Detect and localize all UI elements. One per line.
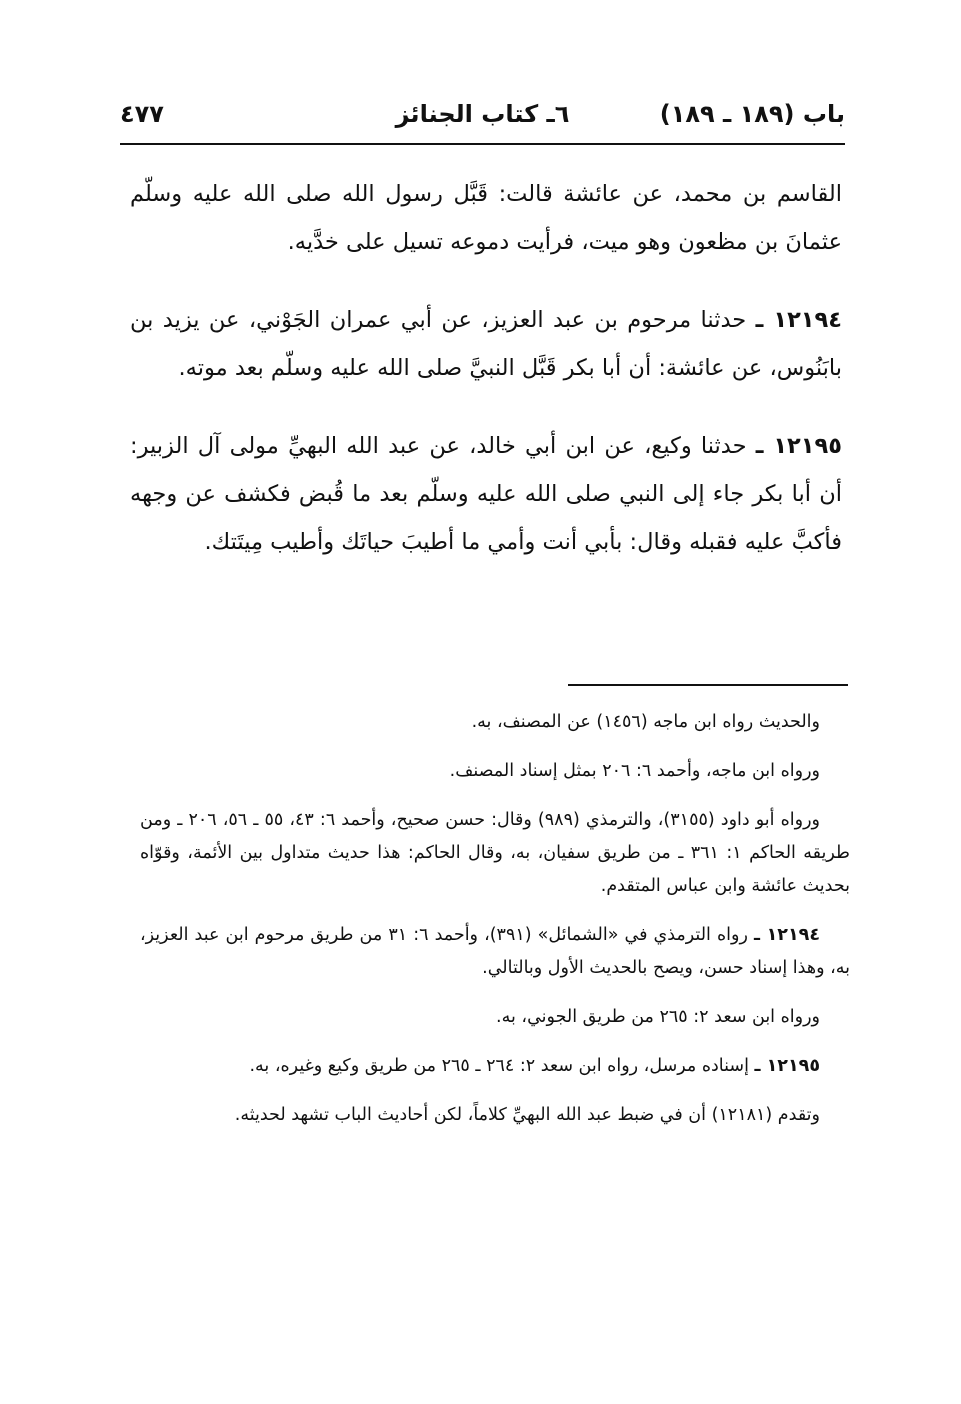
footnote-number: ١٢١٩٤ ـ (754, 925, 820, 945)
footnote-4 (140, 919, 850, 985)
book-title: ٦ـ كتاب الجنائز (395, 100, 570, 128)
footnote-3: ورواه أبو داود (٣١٥٥)، والترمذي (٩٨٩) وقال: حسن صحيح، وأحمد ٦: ٤٣، ٥٥ ـ ٥٦، ٢٠٦ ـ ومن طريقه الحاكم ١: ٣٦١ ـ من طريق سفيان، به، وقال الحاكم: هذا حديث متداول بين الأئمة، وقوّاه بحديث عائشة وابن عباس المتقدم. (140, 810, 850, 896)
footnote-6 (140, 1050, 850, 1083)
paragraph-text: حدثنا مرحوم بن عبد العزيز، عن أبي عمران الجَوْني، عن يزيد بن بابَنُوس، عن عائشة: أن أبا بكر قَبَّل النبيَّ صلى الله عليه وسلّم بعد موته. (130, 307, 842, 381)
page-number: ٤٧٧ (120, 100, 164, 128)
hadith-12194 (130, 296, 842, 392)
footnote-1: والحديث رواه ابن ماجه (١٤٥٦) عن المصنف، به. (471, 712, 820, 732)
header-rule (120, 143, 845, 145)
hadith-paragraph-continuation (130, 170, 842, 266)
hadith-text (130, 170, 842, 596)
footnote-text: رواه الترمذي في «الشمائل» (٣٩١)، وأحمد ٦: ٣١ من طريق مرحوم ابن عبد العزيز، به، وهذا إسناد حسن، ويصح بالحديث الأول وبالتالي. (140, 925, 850, 978)
footnote-2: ورواه ابن ماجه، وأحمد ٦: ٢٠٦ بمثل إسناد المصنف. (449, 761, 820, 781)
footnote-5: ورواه ابن سعد ٢: ٢٦٥ من طريق الجوني، به. (496, 1007, 820, 1027)
running-header (120, 98, 845, 138)
footnote-7: وتقدم (١٢١٨١) أن في ضبط عبد الله البهيِّ كلاماً، لكن أحاديث الباب تشهد لحديثه. (234, 1105, 820, 1125)
hadith-12195 (130, 422, 842, 566)
paragraph-text: حدثنا وكيع، عن ابن أبي خالد، عن عبد الله البهيِّ مولى آل الزبير: أن أبا بكر جاء إلى النبي صلى الله عليه وسلّم بعد ما قُبض فكشف عن وجهه فأكبَّ عليه فقبله وقال: بأبي أنت وأمي ما أطيبَ حياتَك وأطيب مِيتَتك. (130, 433, 842, 555)
hadith-number: ١٢١٩٥ ـ (755, 433, 842, 459)
hadith-number: ١٢١٩٤ ـ (755, 307, 843, 333)
chapter-heading: باب (١٨٩ ـ ١٨٩) (659, 100, 845, 128)
footnote-divider (568, 684, 848, 686)
footnotes (140, 706, 850, 1148)
footnote-number: ١٢١٩٥ ـ (754, 1056, 820, 1076)
footnote-text: إسناده مرسل، رواه ابن سعد ٢: ٢٦٤ ـ ٢٦٥ من طريق وكيع وغيره، به. (249, 1056, 749, 1076)
paragraph-text: القاسم بن محمد، عن عائشة قالت: قَبَّل رسول الله صلى الله عليه وسلّم عثمانَ بن مظعون وهو ميت، فرأيت دموعه تسيل على خدَّيه. (130, 181, 842, 255)
